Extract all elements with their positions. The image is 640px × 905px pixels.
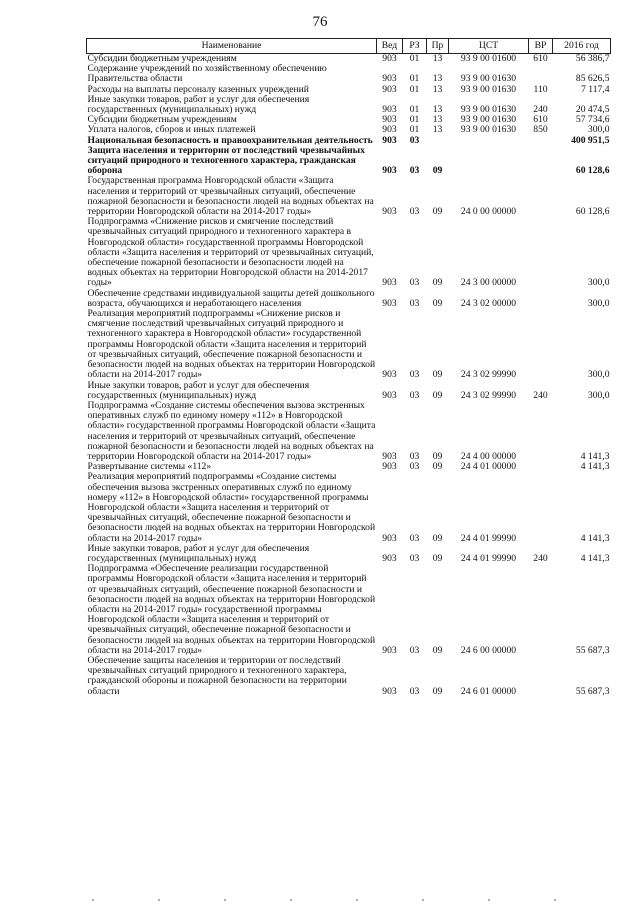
- row-vr: 610: [533, 114, 548, 126]
- row-name: Развертывание системы «112»: [87, 461, 212, 473]
- page-number: 76: [312, 14, 328, 30]
- row-amount: 55 687,3: [575, 685, 610, 697]
- row-cst: 24 4 00 00000: [460, 450, 517, 462]
- header-rz: РЗ: [403, 39, 427, 54]
- row-pr: 09: [432, 685, 443, 697]
- table-row: [87, 95, 611, 115]
- table-row: [87, 176, 611, 217]
- row-pr: 13: [432, 73, 443, 85]
- header-ved: Вед: [377, 39, 403, 54]
- row-pr: [427, 136, 449, 146]
- header-cst: ЦСТ: [449, 39, 529, 54]
- row-ved: 903: [382, 369, 397, 381]
- table-row: [87, 64, 611, 84]
- row-ved: 903: [382, 389, 397, 401]
- row-rz: 03: [409, 165, 420, 177]
- table-row: [87, 544, 611, 564]
- row-rz: 03: [409, 532, 420, 544]
- row-vr: [529, 64, 553, 84]
- row-name: Расходы на выплаты персоналу казенных учреждений: [87, 83, 309, 95]
- row-vr: [529, 656, 553, 697]
- row-amount: 300,0: [587, 297, 610, 309]
- row-name: Уплата налогов, сборов и иных платежей: [87, 124, 256, 136]
- row-name: Содержание учреждений по хозяйственному обеспечению Правительства области: [87, 63, 327, 85]
- row-pr: 13: [432, 53, 443, 64]
- row-cst: [449, 146, 529, 177]
- row-pr: 09: [432, 644, 443, 656]
- row-name: Подпрограмма «Обеспечение реализации государственной программы Новгородской области «Защита населения и территорий от чрезвычайных ситуаций, обеспечение пожарной безопасности и безопасности людей на водных объектах на территории Новгородской области на 2014-2017 годы» государственной программы Новгородской области «Защита населения и территорий от чрезвычайных ситуаций, обеспечение пожарной безопасности и безопасности людей на водных объектах на территории Новгородской области на 2014-2017 годы»: [87, 563, 376, 656]
- row-cst: [449, 136, 529, 146]
- row-vr: 850: [533, 124, 548, 136]
- row-vr: [529, 564, 553, 656]
- row-cst: 24 6 01 00000: [460, 685, 517, 697]
- row-name: Подпрограмма «Создание системы обеспечения вызова экстренных оперативных служб по единому номеру «112» в Новгородской области» государственной программы Новгородской области «Защита населения и территорий от чрезвычайных ситуаций, обеспечение пожарной безопасности и безопасности людей на водных объектах на территории Новгородской области на 2014-2017 годы»: [87, 399, 376, 462]
- row-rz: 03: [409, 461, 420, 473]
- table-row: [87, 656, 611, 697]
- row-cst: 93 9 00 01600: [460, 53, 517, 64]
- header-vr: ВР: [529, 39, 553, 54]
- row-amount: 57 734,6: [575, 114, 610, 126]
- row-rz: 01: [409, 53, 420, 64]
- row-rz: 03: [409, 134, 420, 146]
- budget-table: [86, 38, 611, 697]
- row-amount: 60 128,6: [575, 206, 610, 218]
- row-ved: 903: [382, 124, 397, 136]
- table-row: [87, 217, 611, 288]
- row-amount: 300,0: [587, 277, 610, 289]
- row-ved: 903: [382, 73, 397, 85]
- row-rz: 03: [409, 644, 420, 656]
- row-amount: 400 951,5: [571, 134, 610, 146]
- row-ved: 903: [382, 450, 397, 462]
- row-ved: 903: [382, 165, 397, 177]
- header-pr: Пр: [427, 39, 449, 54]
- row-amount: 4 141,3: [580, 461, 610, 473]
- row-ved: 903: [382, 104, 397, 116]
- row-pr: 13: [432, 114, 443, 126]
- table-row: [87, 289, 611, 309]
- header-name: Наименование: [87, 39, 377, 54]
- row-ved: 903: [382, 685, 397, 697]
- row-name: Государственная программа Новгородской области «Защита населения и территорий от чрезвычайных ситуаций, обеспечение пожарной безопасности и безопасности людей на водных объектах на территории Новгородской области на 2014-2017 годы»: [87, 175, 374, 218]
- table-row: [87, 146, 611, 177]
- row-name: Обеспечение защиты населения и территории от последствий чрезвычайных ситуаций природного и техногенного характера, гражданской обороны и пожарной безопасности на территории области: [87, 654, 347, 697]
- row-vr: 610: [533, 53, 548, 64]
- table-header-row: [87, 39, 611, 54]
- row-ved: 903: [382, 552, 397, 564]
- row-cst: 93 9 00 01630: [460, 114, 517, 126]
- row-name: Подпрограмма «Снижение рисков и смягчение последствий чрезвычайных ситуаций природного и техногенного характера в Новгородской области» государственной программы Новгородской области «Защита населения и территорий от чрезвычайных ситуаций, обеспечение пожарной безопасности и безопасности людей на водных объектах на территории Новгородской области на 2014-2017 годы»: [87, 216, 374, 289]
- row-amount: 7 117,4: [581, 83, 610, 95]
- row-cst: 24 3 00 00000: [460, 277, 517, 289]
- row-ved: 903: [382, 134, 397, 146]
- row-cst: 24 4 01 00000: [460, 461, 517, 473]
- row-cst: 24 0 00 00000: [460, 206, 517, 218]
- row-name: Субсидии бюджетным учреждениям: [87, 53, 237, 64]
- row-cst: 24 3 02 00000: [460, 297, 517, 309]
- row-ved: 903: [382, 297, 397, 309]
- row-name: Защита населения и территории от последствий чрезвычайных ситуаций природного и техногенного характера, гражданская оборона: [87, 144, 365, 177]
- row-cst: 24 3 02 99990: [460, 369, 517, 381]
- row-amount: 56 386,7: [575, 53, 610, 64]
- row-vr: [529, 401, 553, 462]
- row-vr: [529, 136, 553, 146]
- row-cst: 24 4 01 99990: [460, 552, 517, 564]
- row-rz: 01: [409, 83, 420, 95]
- row-name: Обеспечение средствами индивидуальной защиты детей дошкольного возраста, обучающихся и неработающего населения: [87, 287, 375, 309]
- row-vr: [529, 309, 553, 380]
- row-pr: 09: [432, 461, 443, 473]
- row-amount: 4 141,3: [580, 532, 610, 544]
- row-name: Субсидии бюджетным учреждениям: [87, 114, 237, 126]
- row-ved: 903: [382, 461, 397, 473]
- row-cst: 24 3 02 99990: [460, 389, 517, 401]
- row-name: Реализация мероприятий подпрограммы «Снижение рисков и смягчение последствий чрезвычайных ситуаций природного и техногенного характера в Новгородской области» государственной программы Новгородской области «Защита населения и территорий от чрезвычайных ситуаций, обеспечение пожарной безопасности и безопасности людей на водных объектах на территории Новгородской области на 2014-2017 годы»: [87, 308, 376, 381]
- row-ved: 903: [382, 277, 397, 289]
- row-name: Национальная безопасность и правоохранительная деятельность: [87, 134, 373, 146]
- row-pr: 09: [432, 450, 443, 462]
- row-ved: 903: [382, 644, 397, 656]
- row-amount: 4 141,3: [580, 450, 610, 462]
- row-rz: 03: [409, 297, 420, 309]
- row-rz: 03: [409, 389, 420, 401]
- table-row: [87, 564, 611, 656]
- footer-specks: [0, 895, 640, 905]
- row-vr: [529, 146, 553, 177]
- row-pr: 13: [432, 104, 443, 116]
- row-name: Иные закупки товаров, работ и услуг для обеспечения государственных (муниципальных) нужд: [87, 379, 310, 401]
- row-cst: 93 9 00 01630: [460, 83, 517, 95]
- row-amount: 60 128,6: [575, 165, 610, 177]
- row-rz: 01: [409, 73, 420, 85]
- row-pr: 09: [432, 165, 443, 177]
- row-name: Реализация мероприятий подпрограммы «Создание системы обеспечения вызова экстренных оперативных служб по единому номеру «112» в Новгородской области» государственной программы Новгородской области «Защита населения и территорий от чрезвычайных ситуаций, обеспечение пожарной безопасности и безопасности людей на водных объектах на территории Новгородской области на 2014-2017 годы»: [87, 471, 376, 544]
- row-vr: [529, 289, 553, 309]
- table-row: [87, 401, 611, 462]
- row-ved: 903: [382, 532, 397, 544]
- row-pr: 09: [432, 277, 443, 289]
- row-vr: 240: [533, 389, 548, 401]
- row-vr: [529, 217, 553, 288]
- row-cst: 93 9 00 01630: [460, 73, 517, 85]
- table-row: [87, 472, 611, 543]
- row-amount: 300,0: [587, 369, 610, 381]
- row-amount: 300,0: [587, 124, 610, 136]
- row-ved: 903: [382, 206, 397, 218]
- row-rz: 03: [409, 552, 420, 564]
- row-ved: 903: [382, 114, 397, 126]
- header-year: 2016 год: [553, 39, 611, 54]
- row-vr: 240: [533, 104, 548, 116]
- row-rz: 01: [409, 114, 420, 126]
- row-cst: 93 9 00 01630: [460, 104, 517, 116]
- row-name: Иные закупки товаров, работ и услуг для обеспечения государственных (муниципальных) нужд: [87, 93, 310, 116]
- row-pr: 09: [432, 369, 443, 381]
- row-name: Иные закупки товаров, работ и услуг для обеспечения государственных (муниципальных) нужд: [87, 542, 310, 564]
- table-row: [87, 309, 611, 380]
- row-rz: 03: [409, 277, 420, 289]
- row-pr: 09: [432, 206, 443, 218]
- row-pr: 09: [432, 297, 443, 309]
- row-amount: 4 141,3: [580, 552, 610, 564]
- row-ved: 903: [382, 83, 397, 95]
- row-cst: 24 4 01 99990: [460, 532, 517, 544]
- row-vr: [529, 462, 553, 472]
- row-rz: 03: [409, 206, 420, 218]
- row-pr: 13: [432, 124, 443, 136]
- row-vr: [529, 176, 553, 217]
- table-row: [87, 381, 611, 401]
- row-rz: 03: [409, 369, 420, 381]
- row-pr: 09: [432, 532, 443, 544]
- row-rz: 03: [409, 450, 420, 462]
- row-vr: 110: [533, 83, 548, 95]
- row-pr: 13: [432, 83, 443, 95]
- row-pr: 09: [432, 552, 443, 564]
- row-rz: 03: [409, 685, 420, 697]
- row-ved: 903: [382, 53, 397, 64]
- row-rz: 01: [409, 124, 420, 136]
- row-vr: 240: [533, 552, 548, 564]
- row-pr: 09: [432, 389, 443, 401]
- row-amount: 85 626,5: [575, 73, 610, 85]
- row-amount: 300,0: [587, 389, 610, 401]
- row-amount: 55 687,3: [575, 644, 610, 656]
- row-cst: 93 9 00 01630: [460, 124, 517, 136]
- row-cst: 24 6 00 00000: [460, 644, 517, 656]
- row-rz: 01: [409, 104, 420, 116]
- row-vr: [529, 472, 553, 543]
- row-amount: 20 474,5: [575, 104, 610, 116]
